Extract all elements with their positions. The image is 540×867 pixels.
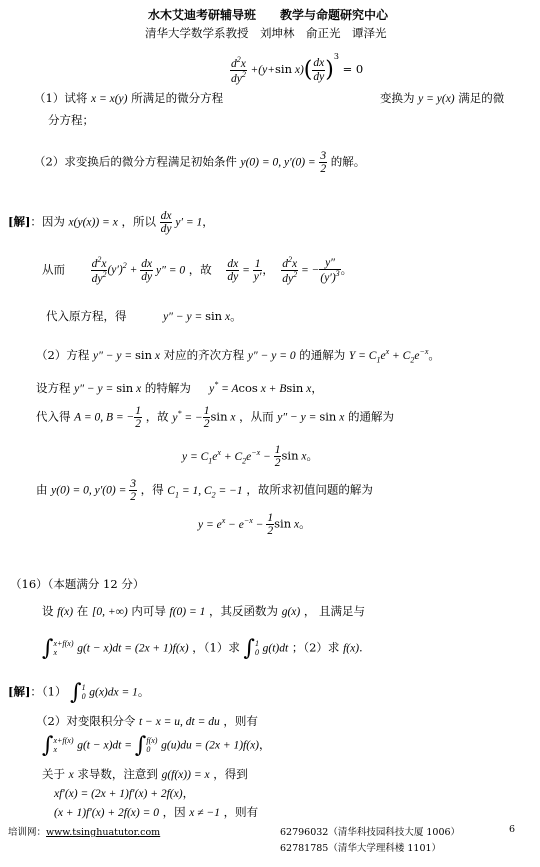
sol15-general-solution: $y = C_1e^x + C_2e^{-x}$ − $\frac{1}{2}$ sin x。 xyxy=(182,444,318,470)
q15-p1-text-e: 分方程； xyxy=(48,113,94,127)
sol15-text-e2: 的特解为 xyxy=(144,381,191,395)
q15-p2-text-a: （2）求变换后的微分方程满足初始条件 xyxy=(34,154,237,169)
sol15-text-g3: ，故所求初值问题的解为 xyxy=(246,482,373,497)
footer-phone2: 62781785（清华大学理科楼 1101） xyxy=(280,843,442,854)
sol16-label: [解] xyxy=(8,684,31,699)
sol15-text-d2: 对应的齐次方程 xyxy=(163,348,245,362)
sol16-text-b2: ，则有 xyxy=(223,714,258,728)
footer-site-label: 培训网： xyxy=(8,827,47,838)
sol15-text-e1: 设方程 xyxy=(36,381,71,395)
q16-line1: 设 f(x) 在 [0, +∞) 内可导 f(0) = 1 ，其反函数为 g(x) ， 且满足与 xyxy=(42,604,366,618)
sol15-text-b2: ，故 xyxy=(188,262,212,277)
sol16-text-a1: ：（1） xyxy=(30,684,67,699)
sol15-text-f1: 代入得 xyxy=(36,409,71,424)
sol15-line2: 从而 $\frac{d^2x}{dy^2}$ $(y')^2$ + $\frac{dx}{dy}$ y″ = 0 ，故 $\frac{dx}{dy}$ = $\frac{1}{y'}$ ， $\frac{d^2x}{dy^2}$ = − $\frac{y''}{(y')^3}$ 。 xyxy=(42,255,353,285)
sol15-line4: （2）方程 y″ − y = sin x 对应的齐次方程 y″ − y = 0 的通解为 $Y = C_1e^x + C_2e^{-x}$。 xyxy=(36,347,440,365)
sol15-text-f2: ，故 xyxy=(145,409,169,424)
sol16-text-d1: 关于 xyxy=(42,767,65,781)
q15-p1-text-c: 变换为 xyxy=(380,91,415,105)
sol16-line1: [解]：（1） ∫ 1 0 g(x)dx = 1。 xyxy=(8,680,150,705)
q15-part1-tail xyxy=(380,90,504,106)
sol15-line8: 由 y(0) = 0, y′(0) = $\frac{3}{2}$ ，得 $C_1 = 1$, $C_2 = -1$ ，故所求初值问题的解为 xyxy=(36,478,373,504)
footer-phone1: 62796032（清华科技园科技大厦 1006） xyxy=(280,827,461,838)
q16-text-a1: 设 xyxy=(42,604,54,618)
sol15-text-c1: 代入原方程，得 xyxy=(46,309,127,323)
footer-site xyxy=(8,824,160,838)
sol15-line5: 设方程 y″ − y = sin x 的特解为 y* = Acos x + Bsin x， xyxy=(36,380,323,395)
sol15-label: [解] xyxy=(8,214,31,229)
sol16-line5: xf′(x) = (2x + 1)f′(x) + 2f(x)， xyxy=(54,786,195,800)
q15-x-of-y: x = x(y) xyxy=(90,93,128,105)
q15-y-of-x: y = y(x) xyxy=(418,93,455,105)
q15-p1-text-d: 满足的微 xyxy=(458,91,505,105)
sol15-line1: [解]：因为 x(y(x)) = x ，所以 $\frac{dx}{dy}$ y′ = 1， xyxy=(8,210,214,236)
q15-p1-text-b: 所满足的微分方程 xyxy=(131,91,224,105)
sol15-line6: 代入得 A = 0, B = − $\frac{1}{2}$ ，故 y* = − $\frac{1}{2}$ sin x ，从而 y″ − y = sin x 的通解为 xyxy=(36,405,394,431)
sol16-line2: （2）对变限积分令 t − x = u, dt = du ，则有 xyxy=(36,714,258,728)
sol15-text-g2: ，得 xyxy=(140,482,164,497)
q16-text-a3: 内可导 xyxy=(131,604,166,618)
sol16-line4: 关于 x 求导数，注意到 g(f(x)) = x ，得到 xyxy=(42,767,248,781)
q16-title: （16）（本题满分 12 分） xyxy=(10,577,145,591)
sol15-text-d1: （2）方程 xyxy=(36,348,90,362)
page-number: 6 xyxy=(509,824,516,835)
q15-part1 xyxy=(34,90,223,106)
q15-initial-conditions: y(0) = 0, y′(0) = xyxy=(240,156,316,169)
q16-text-a5: ， 且满足与 xyxy=(303,604,366,618)
q16-text-a4: ，其反函数为 xyxy=(209,604,279,618)
sol16-line6: (x + 1)f′(x) + 2f(x) = 0 ，因 x ≠ −1 ，则有 xyxy=(54,805,259,819)
q15-p1-text-a: （1）试将 xyxy=(34,91,88,105)
q15-part2 xyxy=(34,150,365,175)
q15-p2-text-b: 的解。 xyxy=(330,154,366,169)
q16-text-a2: 在 xyxy=(76,604,89,618)
header-title: 水木艾迪考研辅导班 教学与命题研究中心 xyxy=(148,8,389,22)
sol16-line3: ∫ x+f(x) x g(t − x)dt = ∫ f(x) 0 g(u)du = (2x + 1)f(x)， xyxy=(42,733,271,758)
header-authors: 清华大学数学系教授 刘坤林 俞正光 谭泽光 xyxy=(145,26,387,40)
sol16-text-f1: ，因 xyxy=(162,805,186,819)
footer-site-link[interactable]: www.tsinghuatutor.com xyxy=(46,827,161,838)
sol15-final-solution: $y = e^x - e^{-x}$ − $\frac{1}{2}$ sin x。 xyxy=(198,512,311,538)
q15-equation: $\frac{d^2x}{dy^2}$ +(y+sin x)( $\frac{dx}{dy}$ )$^3$ = 0 xyxy=(231,52,364,85)
sol16-text-d2: 求导数，注意到 xyxy=(77,767,158,781)
sol15-text-a1: ：因为 xyxy=(30,214,65,229)
sol15-line3: 代入原方程，得 y″ − y = sin x。 xyxy=(46,309,242,323)
q16-line2: ∫ x+f(x) x g(t − x)dt = (2x + 1)f(x) ，（1）求 ∫ 1 0 g(t)dt ；（2）求 f(x). xyxy=(42,636,363,661)
q15-init-fraction: $\frac{3}{2}$ xyxy=(320,150,327,176)
sol16-text-d3: ，得到 xyxy=(213,767,248,781)
sol15-text-b1: 从而 xyxy=(42,262,65,277)
q16-text-b1: ，（1）求 xyxy=(192,640,240,655)
sol15-text-g1: 由 xyxy=(36,482,48,497)
q16-text-b2: ；（2）求 xyxy=(291,640,340,655)
sol15-text-f3: ，从而 xyxy=(239,409,274,424)
sol16-text-b1: （2）对变限积分令 xyxy=(36,714,136,728)
sol15-text-a2: ，所以 xyxy=(121,214,156,229)
sol15-text-f4: 的通解为 xyxy=(347,409,394,424)
sol15-text-d3: 的通解为 xyxy=(299,348,346,362)
sol16-text-f2: ，则有 xyxy=(223,805,259,819)
